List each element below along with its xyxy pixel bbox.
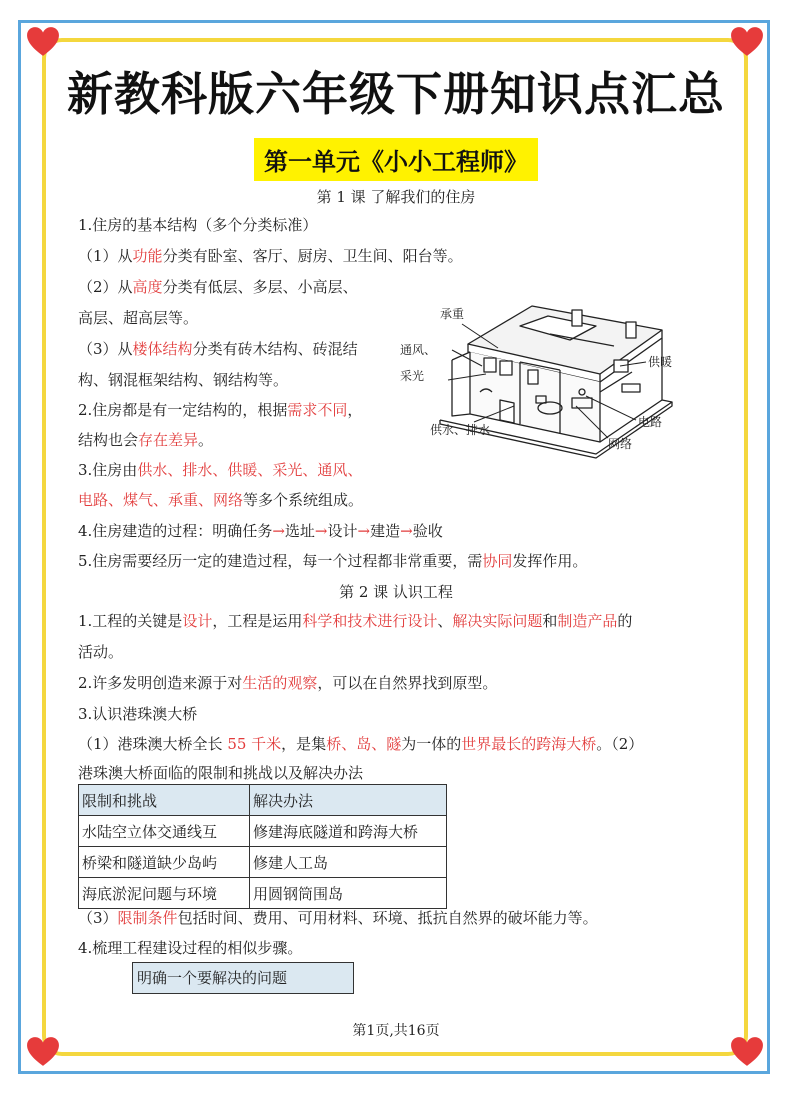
highlight-text: 制造产品 (557, 612, 618, 630)
body-text: 分类有低层、多层、小高层、 (162, 278, 358, 296)
lesson-2-line (78, 763, 363, 783)
body-text: 为一体的 (401, 735, 462, 753)
heart-icon (26, 1036, 60, 1068)
body-text: ，可以在自然界找到原型。 (317, 674, 498, 692)
body-text: （1）港珠澳大桥全长 (78, 735, 228, 753)
lesson-2-title: 第 2 课 认识工程 (339, 583, 453, 601)
body-text: 等多个系统组成。 (243, 491, 364, 509)
body-text: 选址 (284, 522, 315, 540)
highlight-text: 供水、排水、供暖、采光、通风、 (137, 461, 363, 479)
highlight-text: 功能 (132, 247, 163, 265)
body-text: 3.认识港珠澳大桥 (78, 705, 198, 723)
highlight-text: 桥、岛、隧 (326, 735, 402, 753)
page-title: 新教科版六年级下册知识点汇总 (67, 67, 725, 121)
highlight-text: 55 千米 (227, 735, 282, 753)
body-text: 2.许多发明创造来源于对 (78, 674, 243, 692)
house-label-circuit: 电路 (638, 415, 663, 429)
table-cell: 修建人工岛 (250, 847, 447, 878)
table-row (79, 816, 447, 847)
lesson-2-line (78, 704, 197, 724)
table-row (79, 878, 447, 909)
body-text: 结构也会 (78, 431, 139, 449)
lesson-2-line (78, 642, 123, 662)
body-text: 1.工程的关键是 (78, 612, 183, 630)
body-text: 、 (437, 612, 453, 630)
house-label-heating: 供暖 (648, 355, 673, 369)
table-cell: 海底淤泥问题与环境 (79, 878, 250, 909)
body-text: 和 (542, 612, 558, 630)
table-cell: 桥梁和隧道缺少岛屿 (79, 847, 250, 878)
highlight-text: 存在差异 (138, 431, 199, 449)
body-text: （2）从 (78, 278, 133, 296)
body-text: 的 (617, 612, 633, 630)
flow-step-box: 明确一个要解决的问题 (132, 962, 354, 994)
body-text: 发挥作用。 (512, 552, 588, 570)
lesson-2-line (78, 938, 302, 958)
table-cell: 用圆钢筒围岛 (250, 878, 447, 909)
lesson-1-line (78, 490, 363, 510)
body-text: ，是集 (281, 735, 327, 753)
body-text: 4.住房建造的过程：明确任务 (78, 522, 273, 540)
body-text: 分类有砖木结构、砖混结 (192, 340, 358, 358)
table-header-cell: 限制和挑战 (79, 785, 250, 816)
body-text: 构、钢混框架结构、钢结构等。 (78, 371, 289, 389)
lesson-1-line (78, 370, 288, 390)
body-text: 包括时间、费用、可用材料、环境、抵抗自然界的破坏能力等。 (177, 909, 598, 927)
body-text: 1.住房的基本结构（多个分类标准） (78, 216, 318, 234)
body-text: 验收 (412, 522, 443, 540)
body-text: ， (347, 401, 363, 419)
highlight-text: 设计 (182, 612, 213, 630)
house-systems-illustration (400, 296, 676, 462)
highlight-text: → (357, 522, 371, 540)
lesson-1-line (78, 551, 587, 571)
lesson-1-line (78, 215, 317, 235)
lesson-1-line (78, 277, 358, 297)
unit-title: 第一单元《小小工程师》 (254, 138, 538, 181)
highlight-text: 解决实际问题 (452, 612, 543, 630)
page-number: 第1页,共16页 (352, 1023, 440, 1039)
body-text: （3）从 (78, 340, 133, 358)
body-text: ，工程是运用 (212, 612, 303, 630)
highlight-text: 楼体结构 (132, 340, 193, 358)
highlight-text: → (272, 522, 285, 540)
house-label-light: 采光 (400, 369, 425, 383)
body-text: 港珠澳大桥面临的限制和挑战以及解决办法 (78, 764, 364, 782)
lesson-2-line (78, 908, 598, 928)
body-text: 3.住房由 (78, 461, 138, 479)
body-text: 5.住房需要经历一定的建造过程，每一个过程都非常重要，需 (78, 552, 483, 570)
lesson-1-line (78, 521, 443, 541)
body-text: 设计 (327, 522, 358, 540)
body-text: 。 (198, 431, 214, 449)
body-text: 。（2） (596, 735, 644, 753)
lesson-1-title: 第 1 课 了解我们的住房 (316, 188, 476, 206)
lesson-2-line (78, 611, 632, 631)
lesson-2-line (78, 734, 643, 754)
table-cell: 水陆空立体交通线互 (79, 816, 250, 847)
highlight-text: 需求不同 (287, 401, 348, 419)
highlight-text: 电路、煤气、承重、网络 (78, 491, 244, 509)
highlight-text: 生活的观察 (242, 674, 318, 692)
highlight-text: 限制条件 (117, 909, 178, 927)
body-text: 建造 (370, 522, 401, 540)
house-label-network: 网络 (608, 437, 633, 451)
house-label-water: 供水、排水 (430, 423, 491, 437)
table-header-cell: 解决办法 (250, 785, 447, 816)
highlight-text: 协同 (482, 552, 513, 570)
lesson-1-line (78, 339, 358, 359)
lesson-1-line (78, 400, 362, 420)
body-text: 2.住房都是有一定结构的，根据 (78, 401, 288, 419)
limits-solutions-table (78, 784, 447, 909)
lesson-1-line (78, 430, 213, 450)
heart-icon (26, 26, 60, 58)
body-text: 分类有卧室、客厅、厨房、卫生间、阳台等。 (162, 247, 463, 265)
lesson-1-line (78, 460, 362, 480)
highlight-text: 高度 (132, 278, 163, 296)
house-label-vent: 通风、 (400, 343, 437, 357)
unit-title-wrapper (0, 138, 792, 181)
body-text: 活动。 (78, 643, 124, 661)
table-row (79, 847, 447, 878)
lesson-1-line (78, 246, 463, 266)
heart-icon (730, 26, 764, 58)
table-cell: 修建海底隧道和跨海大桥 (250, 816, 447, 847)
heart-icon (730, 1036, 764, 1068)
body-text: （3） (78, 909, 118, 927)
highlight-text: 世界最长的跨海大桥 (461, 735, 597, 753)
body-text: （1）从 (78, 247, 133, 265)
lesson-2-line (78, 673, 497, 693)
body-text: 高层、超高层等。 (78, 309, 199, 327)
body-text: 4.梳理工程建设过程的相似步骤。 (78, 939, 303, 957)
house-label-load: 承重 (440, 307, 465, 321)
highlight-text: 科学和技术进行设计 (302, 612, 438, 630)
lesson-1-line (78, 308, 198, 328)
highlight-text: → (400, 522, 413, 540)
table-header-row (79, 785, 447, 816)
highlight-text: → (314, 522, 328, 540)
